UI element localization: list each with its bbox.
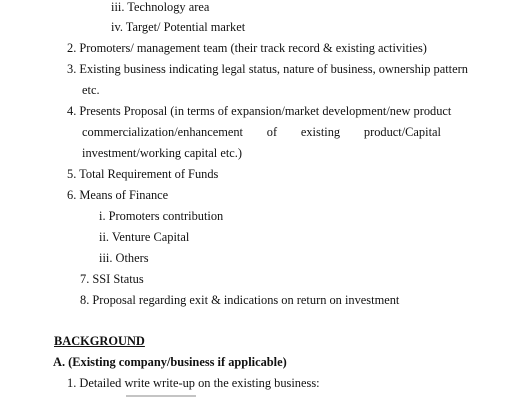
item-total-requirement: 5. Total Requirement of Funds [67,167,219,181]
item-others: iii. Others [99,251,149,265]
word-product-capital: product/Capital [363,125,441,139]
item-present-proposal: 4. Presents Proposal (in terms of expansion/market development/new product [67,104,452,118]
section-heading-background: BACKGROUND [54,334,145,348]
item-present-proposal-cont2: investment/working capital etc.) [82,146,242,160]
item-promoters-contribution: i. Promoters contribution [99,209,224,223]
item-exit-proposal: 8. Proposal regarding exit & indications on return on investment [80,293,400,307]
item-technology-area: iii. Technology area [111,0,210,14]
item-existing-business: 3. Existing business indicating legal status, nature of business, ownership pattern [67,62,468,76]
section-a-heading: A. (Existing company/business if applicable) [53,355,287,369]
cut-off-text-line [126,394,196,400]
item-existing-business-cont: etc. [82,83,100,97]
item-present-proposal-cont1 [82,125,441,139]
word-existing: existing [300,125,341,139]
item-ssi-status: 7. SSI Status [80,272,144,286]
item-promoters-team: 2. Promoters/ management team (their track record & existing activities) [67,41,427,55]
item-detailed-writeup: 1. Detailed write write-up on the existing business: [67,376,320,390]
item-venture-capital: ii. Venture Capital [99,230,190,244]
word-commercialization: commercialization/enhancement [82,125,243,139]
item-target-market: iv. Target/ Potential market [111,20,246,34]
word-of: of [266,125,278,139]
item-means-of-finance: 6. Means of Finance [67,188,169,202]
